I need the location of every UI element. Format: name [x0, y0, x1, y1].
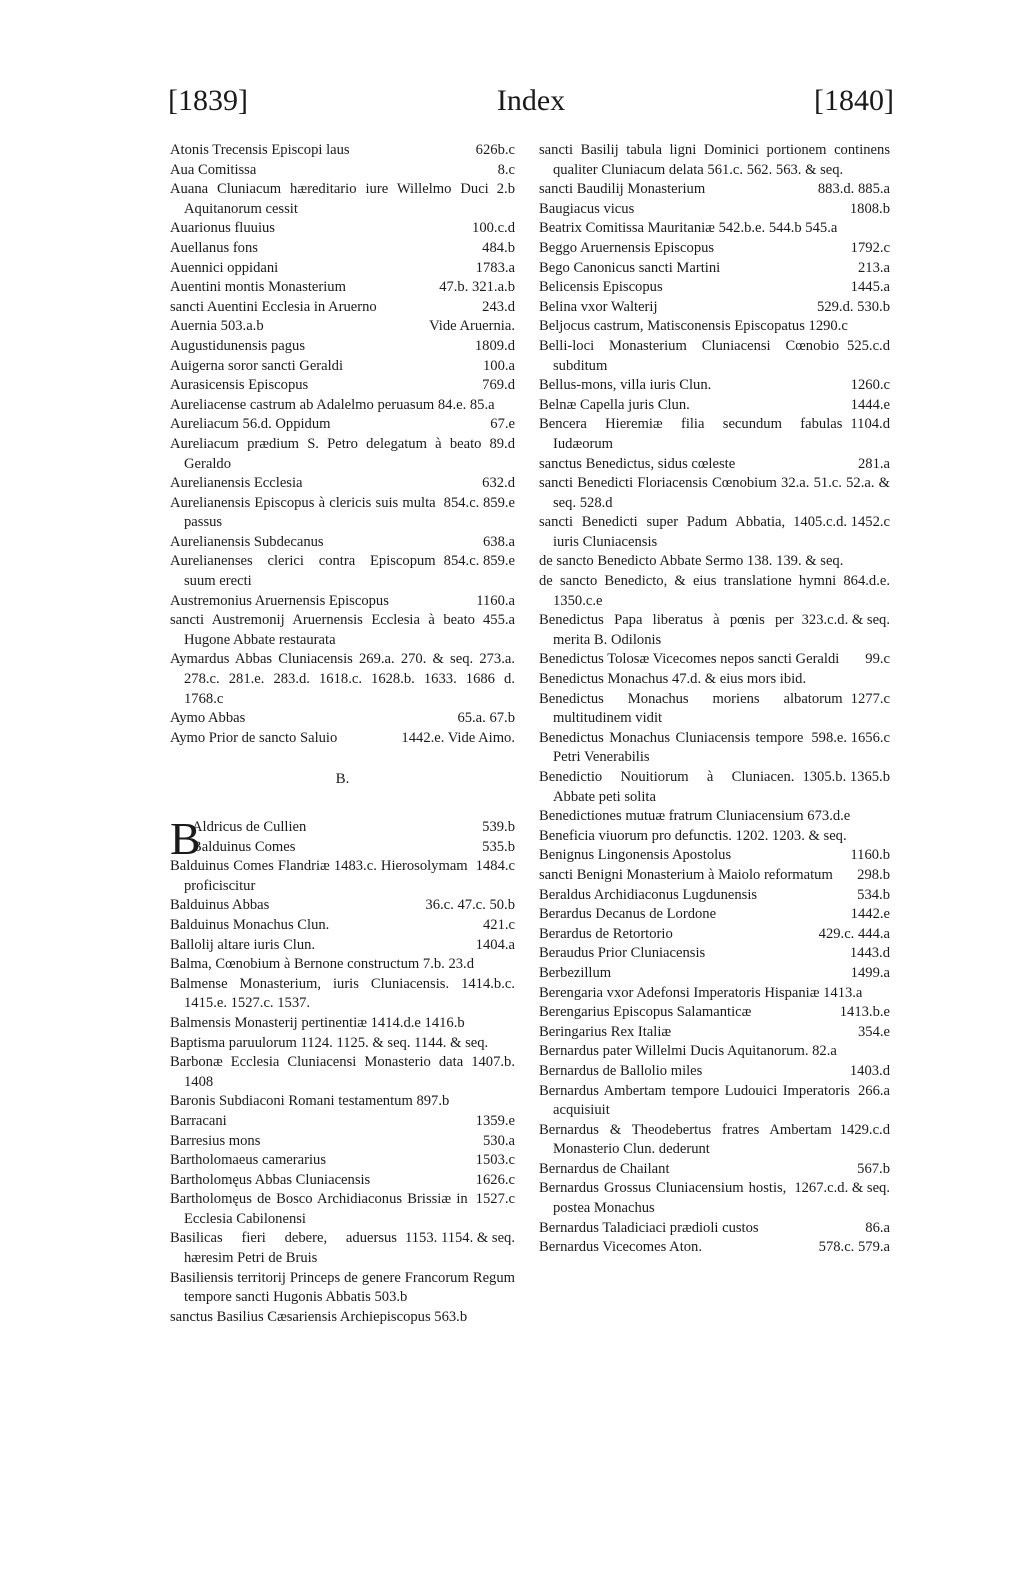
- entry-text: Berengarius Episcopus Salamanticæ: [539, 1004, 752, 1021]
- entry-text: Augustidunensis pagus: [170, 337, 305, 354]
- entry-text: Beatrix Comitissa Mauritaniæ 542.b.e. 544.b 545.a: [539, 220, 838, 237]
- entries-right: [539, 141, 890, 1258]
- entry-text: Aymardus Abbas Cluniacensis 269.a. 270. & seq. 273.a. 278.c. 281.e. 283.d. 1618.c. 1628.b. 1633. 1686 d. 1768.c: [170, 651, 515, 707]
- index-entry: [539, 219, 890, 239]
- index-entry: [539, 650, 890, 670]
- index-entry: [539, 807, 890, 827]
- entry-text: Bernardus & Theodebertus fratres Ambertam Monasterio Clun. dederunt: [539, 1121, 832, 1158]
- dropcap-letter: B: [170, 813, 201, 864]
- dropcap-block: [170, 813, 515, 864]
- index-entry: [539, 690, 890, 729]
- index-entry: [539, 925, 890, 945]
- index-entry: [539, 1238, 890, 1258]
- entry-page-reference: 484.b: [482, 239, 515, 256]
- entry-text: sancti Austremonij Aruernensis Ecclesia à beato Hugone Abbate restaurata: [170, 612, 475, 648]
- page-number-right: [1840]: [814, 84, 894, 117]
- entries-a: [170, 141, 515, 748]
- index-entry: [539, 886, 890, 906]
- entry-page-reference: 266.a: [857, 1082, 890, 1099]
- entry-text: Benedictus Monachus Cluniacensis tempore Petri Venerabilis: [539, 729, 804, 766]
- entry-text: Bernardus Ambertam tempore Ludouici Imperatoris acquisiuit: [539, 1082, 850, 1119]
- index-entry: [539, 827, 890, 847]
- entry-text: Bernardus Vicecomes Aton.: [539, 1239, 702, 1256]
- entry-page-reference: 298.b: [857, 866, 890, 883]
- entry-page-reference: 1442.e: [850, 906, 890, 923]
- entry-text: Balmensis Monasterij pertinentiæ 1414.d.e 1416.b: [170, 1014, 465, 1031]
- index-entry: [170, 533, 515, 553]
- entry-page-reference: 769.d: [482, 377, 515, 394]
- entry-text: Beneficia viuorum pro defunctis. 1202. 1203. & seq.: [539, 827, 847, 844]
- index-entry: [170, 435, 515, 474]
- index-entry: [170, 415, 515, 435]
- index-entry: [539, 513, 890, 552]
- index-entry: [170, 1034, 515, 1054]
- entry-text: Auellanus fons: [170, 239, 258, 256]
- index-entry: [170, 259, 515, 279]
- entry-text: sancti Benedicti Floriacensis Cœnobium 32.a. 51.c. 52.a. & seq. 528.d: [539, 475, 890, 511]
- index-entry: [170, 975, 515, 1014]
- index-entry: [539, 259, 890, 279]
- index-entry: [170, 611, 515, 650]
- entry-text: Aymo Prior de sancto Saluio: [170, 729, 338, 746]
- entry-text: Benedictus Monachus moriens albatorum multitudinem vidit: [539, 690, 843, 727]
- index-entry: [539, 455, 890, 475]
- entry-text: Balduinus Monachus Clun.: [170, 916, 330, 933]
- entry-page-reference: 1267.c.d. & seq.: [794, 1180, 890, 1197]
- entry-text: Benedictio Nouitiorum à Cluniacen. Abbate peti solita: [539, 769, 795, 805]
- index-entry: [539, 984, 890, 1004]
- entry-text: Atonis Trecensis Episcopi laus: [170, 142, 350, 158]
- page-title: Index: [496, 84, 566, 117]
- entry-page-reference: 243.d: [482, 298, 515, 315]
- entry-page-reference: 1413.b.e: [839, 1004, 890, 1021]
- entry-text: Barracani: [170, 1112, 227, 1129]
- entry-page-reference: 638.a: [482, 533, 515, 550]
- entry-text: Balma, Cœnobium à Bernone constructum 7.b. 23.d: [170, 956, 474, 973]
- entry-text: Berbezillum: [539, 964, 612, 981]
- entry-page-reference: 89.d: [489, 435, 515, 452]
- entry-text: Bernardus de Ballolio miles: [539, 1062, 703, 1079]
- entry-page-reference: 539.b: [482, 819, 515, 835]
- entry-text: Bernardus de Chailant: [539, 1160, 670, 1177]
- entry-text: Auennici oppidani: [170, 259, 279, 276]
- entry-page-reference: 535.b: [482, 838, 515, 855]
- entry-page-reference: 213.a: [857, 259, 890, 276]
- entry-text: Aurelianensis Subdecanus: [170, 533, 324, 550]
- entry-text: Belicensis Episcopus: [539, 279, 663, 296]
- entry-page-reference: 529.d. 530.b: [817, 298, 890, 315]
- entry-text: Beggo Aruernensis Episcopus: [539, 239, 715, 256]
- entry-page-reference: 1445.a: [850, 279, 890, 296]
- entry-text: Bellus-mons, villa iuris Clun.: [539, 377, 712, 394]
- index-entry: [170, 298, 515, 318]
- entry-page-reference: 1808.b: [849, 200, 890, 217]
- entry-page-reference: 1305.b. 1365.b: [802, 769, 890, 785]
- entry-text: Auernia 503.a.b: [170, 318, 264, 335]
- index-entry: [539, 337, 890, 376]
- entry-text: Aurelianenses clerici contra Episcopum suum erecti: [170, 553, 436, 590]
- index-entry: [170, 838, 515, 858]
- index-entry: [170, 650, 515, 709]
- entry-text: Barbonæ Ecclesia Cluniacensi Monasterio data 1407.b. 1408: [170, 1054, 515, 1090]
- entry-text: Balmense Monasterium, iuris Cluniacensis. 1414.b.c. 1415.e. 1527.c. 1537.: [170, 975, 515, 1012]
- index-entry: [539, 317, 890, 337]
- entry-page-reference: 1503.c: [475, 1152, 515, 1169]
- index-entry: [170, 141, 515, 161]
- entry-page-reference: 598.e. 1656.c: [811, 729, 890, 746]
- index-entry: [170, 818, 515, 838]
- index-entry: [539, 1179, 890, 1218]
- entry-text: Benignus Lingonensis Apostolus: [539, 847, 732, 864]
- index-entry: [170, 1171, 515, 1191]
- index-entry: [170, 357, 515, 377]
- index-entry: [539, 944, 890, 964]
- entry-text: Aureliacum 56.d. Oppidum: [170, 416, 331, 433]
- entry-page-reference: 65.a. 67.b: [457, 710, 515, 727]
- section-letter: B.: [335, 771, 350, 788]
- entry-page-reference: 534.b: [857, 886, 890, 903]
- entry-page-reference: 47.b. 321.a.b: [439, 279, 515, 296]
- index-entry: [539, 1121, 890, 1160]
- entry-page-reference: 632.d: [482, 475, 515, 492]
- entry-page-reference: 1405.c.d. 1452.c: [793, 514, 890, 531]
- entry-text: Austremonius Aruernensis Episcopus: [170, 592, 389, 609]
- entry-text: Baugiacus vicus: [539, 200, 635, 217]
- entry-page-reference: 530.a: [482, 1132, 515, 1149]
- index-entry: [170, 936, 515, 956]
- entry-text: Aua Comitissa: [170, 161, 257, 178]
- index-entry: [539, 866, 890, 886]
- entry-text: Bartholomęus de Bosco Archidiaconus Brissiæ in Ecclesia Cabilonensi: [170, 1191, 468, 1227]
- index-entry: [170, 729, 515, 749]
- index-entry: [170, 1190, 515, 1229]
- index-entry: [170, 955, 515, 975]
- index-entry: [539, 1219, 890, 1239]
- entry-page-reference: 1359.e: [475, 1112, 515, 1129]
- entry-page-reference: 1484.c: [475, 858, 515, 875]
- entry-page-reference: 421.c: [482, 916, 515, 933]
- entry-page-reference: 100.c.d: [472, 220, 515, 237]
- entry-text: Baronis Subdiaconi Romani testamentum 897.b: [170, 1093, 450, 1110]
- entry-page-reference: 854.c. 859.e: [443, 494, 515, 511]
- index-entry: [539, 1003, 890, 1023]
- entry-page-reference: 1783.a: [475, 259, 515, 276]
- index-entry: [539, 396, 890, 416]
- entry-text: Belnæ Capella juris Clun.: [539, 396, 690, 413]
- entry-page-reference: 1404.a: [475, 936, 515, 953]
- entries-b: [170, 857, 515, 1327]
- entry-text: Barresius mons: [170, 1132, 261, 1149]
- entry-page-reference: 1260.c: [850, 377, 890, 394]
- entry-text: Aymo Abbas: [170, 710, 246, 727]
- entry-text: Balduinus Abbas: [170, 897, 270, 914]
- index-entry: [170, 161, 515, 181]
- entry-text: Belli-loci Monasterium Cluniacensi Cœnobio subditum: [539, 337, 840, 374]
- entry-text: Aureliacum prædium S. Petro delegatum à beato Geraldo: [170, 435, 482, 472]
- entry-page-reference: 99.c: [865, 651, 890, 668]
- index-entry: [170, 857, 515, 896]
- entry-text: Belina vxor Walterij: [539, 298, 658, 315]
- index-entry: [170, 1229, 515, 1268]
- entry-text: Aureliacense castrum ab Adalelmo peruasum 84.e. 85.a: [170, 396, 495, 413]
- entry-page-reference: 1104.d: [850, 416, 890, 433]
- entry-text: sancti Baudilij Monasterium: [539, 181, 706, 198]
- index-entry: [170, 317, 515, 337]
- entry-page-reference: 455.a: [482, 612, 515, 629]
- entry-page-reference: 2.b: [496, 181, 515, 198]
- index-entry: [539, 768, 890, 807]
- entry-text: Berardus Decanus de Lordone: [539, 906, 717, 923]
- index-entry: [170, 1092, 515, 1112]
- entry-page-reference: 1527.c: [475, 1191, 515, 1208]
- entry-text: Benedictus Papa liberatus à pœnis per merita B. Odilonis: [539, 612, 794, 648]
- entry-text: sancti Benigni Monasterium à Maiolo reformatum: [539, 866, 833, 883]
- entry-text: Basiliensis territorij Princeps de genere Francorum Regum tempore sancti Hugonis Abbatis 503.b: [170, 1269, 515, 1306]
- entry-text: Benedictus Monachus 47.d. & eius mors ibid.: [539, 671, 807, 688]
- entry-text: Auigerna soror sancti Geraldi: [170, 357, 344, 374]
- entry-page-reference: 1442.e. Vide Aimo.: [401, 729, 515, 746]
- entry-page-reference: 429.c. 444.a: [818, 925, 890, 942]
- index-entry: [170, 1053, 515, 1092]
- index-column-left: [170, 141, 515, 1327]
- entry-page-reference: 525.c.d: [847, 337, 890, 354]
- entry-text: Auentini montis Monasterium: [170, 279, 346, 296]
- entry-page-reference: 578.c. 579.a: [818, 1239, 890, 1256]
- entry-text: sanctus Basilius Cæsariensis Archiepiscopus 563.b: [170, 1308, 468, 1325]
- entry-text: Berardus de Retortorio: [539, 925, 673, 942]
- index-entry: [539, 552, 890, 572]
- entry-text: Bartholomaeus camerarius: [170, 1152, 327, 1169]
- entry-text: Balduinus Comes Flandriæ 1483.c. Hierosolymam proficiscitur: [170, 858, 468, 894]
- index-entry: [539, 1160, 890, 1180]
- entry-text: Balduinus Comes: [192, 838, 296, 855]
- entry-page-reference: 354.e: [857, 1023, 890, 1040]
- entry-text: Beraudus Prior Cluniacensis: [539, 945, 706, 962]
- index-entry: [539, 298, 890, 318]
- entry-page-reference: 1153. 1154. & seq.: [405, 1230, 515, 1247]
- index-entry: [170, 896, 515, 916]
- index-entry: [539, 572, 890, 611]
- index-entry: [170, 219, 515, 239]
- index-entry: [539, 1023, 890, 1043]
- entry-text: sancti Basilij tabula ligni Dominici portionem continens qualiter Cluniacum delata 561.c. 562. 563. & seq.: [539, 142, 890, 178]
- index-entry: [539, 964, 890, 984]
- dropcap-entries: [170, 813, 515, 864]
- index-entry: [170, 1308, 515, 1328]
- entry-text: Basilicas fieri debere, aduersus hæresim Petri de Bruis: [170, 1230, 397, 1267]
- index-entry: [170, 916, 515, 936]
- entry-page-reference: 1277.c: [850, 690, 890, 707]
- entry-text: Baptisma paruulorum 1124. 1125. & seq. 1144. & seq.: [170, 1034, 489, 1051]
- entry-text: Bego Canonicus sancti Martini: [539, 259, 721, 276]
- entry-page-reference: 883.d. 885.a: [817, 181, 890, 198]
- index-entry: [539, 474, 890, 513]
- entry-text: Bernardus Taladiciaci prædioli custos: [539, 1219, 759, 1236]
- index-entry: [539, 905, 890, 925]
- index-entry: [170, 278, 515, 298]
- entry-page-reference: 281.a: [857, 455, 890, 472]
- index-entry: [170, 1112, 515, 1132]
- entry-text: Beringarius Rex Italiæ: [539, 1023, 672, 1040]
- entry-text: Berengaria vxor Adefonsi Imperatoris Hispaniæ 1413.a: [539, 984, 863, 1001]
- index-entry: [170, 592, 515, 612]
- index-entry: [539, 376, 890, 396]
- index-entry: [170, 709, 515, 729]
- entry-page-reference: 8.c: [497, 161, 515, 178]
- entry-page-reference: 1626.c: [475, 1171, 515, 1188]
- index-entry: [170, 396, 515, 416]
- entry-text: Aurelianensis Episcopus à clericis suis multa passus: [170, 494, 436, 531]
- entry-page-reference: 1809.d: [474, 337, 515, 354]
- entry-text: Aurelianensis Ecclesia: [170, 475, 303, 492]
- index-entry: [539, 415, 890, 454]
- entry-text: Auarionus fluuius: [170, 220, 275, 237]
- index-entry: [170, 1269, 515, 1308]
- index-entry: [170, 1132, 515, 1152]
- entry-text: Beraldus Archidiaconus Lugdunensis: [539, 886, 758, 903]
- entry-text: Bencera Hieremiæ filia secundum fabulas Iudæorum: [539, 416, 843, 452]
- entry-page-reference: 323.c.d. & seq.: [801, 612, 890, 629]
- entry-text: Aurasicensis Episcopus: [170, 377, 309, 394]
- index-entry: [539, 141, 890, 180]
- index-entry: [539, 200, 890, 220]
- entry-page-reference: 1160.a: [476, 592, 515, 609]
- entry-page-reference: 67.e: [490, 416, 515, 433]
- page-number-left: [1839]: [168, 84, 248, 117]
- entry-text: sancti Auentini Ecclesia in Aruerno: [170, 298, 377, 315]
- entry-page-reference: 854.c. 859.e: [443, 553, 515, 570]
- index-entry: [539, 611, 890, 650]
- entry-text: Benedictus Tolosæ Vicecomes nepos sancti Geraldi: [539, 651, 840, 668]
- index-entry: [539, 278, 890, 298]
- index-entry: [539, 670, 890, 690]
- entry-text: Bernardus pater Willelmi Ducis Aquitanorum. 82.a: [539, 1043, 837, 1060]
- index-entry: [170, 239, 515, 259]
- index-entry: [539, 1082, 890, 1121]
- entry-page-reference: 1403.d: [849, 1062, 890, 1079]
- index-entry: [539, 239, 890, 259]
- index-entry: [170, 376, 515, 396]
- index-entry: [539, 1062, 890, 1082]
- entry-text: sancti Benedicti super Padum Abbatia, iuris Cluniacensis: [539, 514, 786, 550]
- entry-text: Aldricus de Cullien: [192, 819, 307, 835]
- index-entry: [539, 180, 890, 200]
- entry-text: Benedictiones mutuæ fratrum Cluniacensium 673.d.e: [539, 808, 851, 825]
- index-entry: [170, 180, 515, 219]
- entry-text: Auana Cluniacum hæreditario iure Willelmo Duci Aquitanorum cessit: [170, 181, 489, 217]
- index-entry: [170, 552, 515, 591]
- entry-text: de sancto Benedicto Abbate Sermo 138. 139. & seq.: [539, 553, 844, 570]
- entry-page-reference: 1429.c.d: [839, 1121, 890, 1138]
- index-entry: [170, 337, 515, 357]
- entry-text: de sancto Benedicto, & eius translatione hymni 864.d.e. 1350.c.e: [539, 573, 890, 609]
- entry-page-reference: Vide Aruernia.: [429, 318, 515, 335]
- entry-text: Beljocus castrum, Matisconensis Episcopatus 1290.c: [539, 318, 848, 335]
- entry-text: Bartholomęus Abbas Cluniacensis: [170, 1171, 371, 1188]
- index-entry: [170, 474, 515, 494]
- index-entry: [539, 1042, 890, 1062]
- entry-text: Bernardus Grossus Cluniacensium hostis, postea Monachus: [539, 1180, 787, 1217]
- index-column-right: [539, 141, 890, 1258]
- entry-text: Ballolij altare iuris Clun.: [170, 936, 316, 953]
- index-entry: [539, 729, 890, 768]
- entry-page-reference: 1499.a: [850, 964, 890, 981]
- entry-page-reference: 36.c. 47.c. 50.b: [425, 897, 515, 914]
- entry-page-reference: 1792.c: [850, 239, 890, 256]
- index-entry: [170, 1151, 515, 1171]
- entry-text: sanctus Benedictus, sidus cœleste: [539, 455, 736, 472]
- entry-page-reference: 626b.c: [475, 142, 515, 158]
- entry-page-reference: 1160.b: [850, 847, 890, 864]
- entry-page-reference: 567.b: [857, 1160, 890, 1177]
- entry-page-reference: 1444.e: [850, 396, 890, 413]
- entry-page-reference: 1443.d: [849, 945, 890, 962]
- entry-page-reference: 100.a: [482, 357, 515, 374]
- index-entry: [539, 846, 890, 866]
- index-entry: [170, 494, 515, 533]
- page-header: [168, 84, 894, 128]
- entry-page-reference: 86.a: [865, 1219, 890, 1236]
- index-entry: [170, 1014, 515, 1034]
